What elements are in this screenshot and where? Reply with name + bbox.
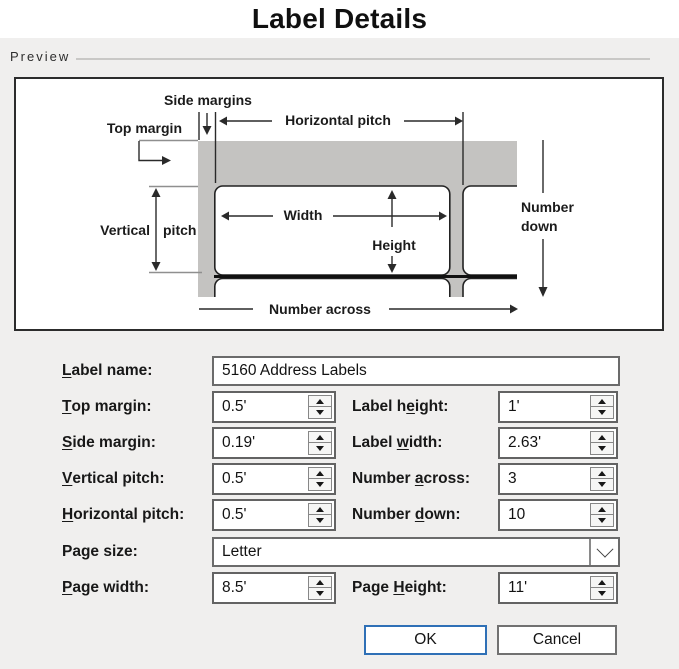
preview-section-divider	[76, 58, 650, 60]
right-arrow-icon	[510, 305, 518, 314]
number-down-field[interactable]	[498, 499, 618, 531]
left-arrow-icon	[219, 117, 227, 126]
vertical-pitch-stepper[interactable]	[308, 467, 332, 491]
side-margins-label: Side margins	[164, 92, 252, 108]
label-width-stepper[interactable]	[590, 431, 614, 455]
vertical-pitch-label-word1: Vertical	[100, 222, 150, 238]
label-name-input[interactable]	[214, 358, 618, 384]
spin-down-icon[interactable]	[309, 407, 331, 418]
spin-down-icon[interactable]	[591, 443, 613, 454]
label-name-label: L abel name:	[62, 362, 153, 379]
spin-up-icon[interactable]	[309, 396, 331, 407]
spin-up-icon[interactable]	[309, 432, 331, 443]
number-across-field[interactable]	[498, 463, 618, 495]
spin-up-icon[interactable]	[309, 504, 331, 515]
number-down-form-label: Number d own:	[352, 506, 461, 523]
label-name-field[interactable]	[212, 356, 620, 386]
dropdown-button[interactable]	[589, 539, 618, 565]
chevron-down-icon	[596, 541, 613, 558]
horizontal-pitch-stepper[interactable]	[308, 503, 332, 527]
spin-up-icon[interactable]	[591, 432, 613, 443]
spin-up-icon[interactable]	[591, 504, 613, 515]
width-label: Width	[283, 207, 323, 223]
label-height-label: Label h e ight:	[352, 398, 449, 415]
number-down-annotation	[521, 140, 574, 297]
label-height-stepper[interactable]	[590, 395, 614, 419]
spin-down-icon[interactable]	[309, 588, 331, 599]
preview-section-label: Preview	[10, 49, 71, 64]
page-size-label: Page size:	[62, 543, 138, 560]
spin-up-icon[interactable]	[591, 577, 613, 588]
spin-up-icon[interactable]	[591, 468, 613, 479]
label-cell-row2-2	[463, 279, 543, 319]
side-margin-form-label: S ide margin:	[62, 434, 156, 451]
cancel-button[interactable]: Cancel	[497, 625, 617, 655]
label-width-label: Label w idth:	[352, 434, 443, 451]
vertical-pitch-label-word2: pitch	[163, 222, 197, 238]
label-width-field[interactable]	[498, 427, 618, 459]
vertical-pitch-form-label: V ertical pitch:	[62, 470, 165, 487]
page-size-selected-value: Letter	[222, 543, 262, 560]
top-margin-label: Top margin	[106, 120, 182, 136]
down-arrow-icon	[152, 262, 161, 271]
page-width-stepper[interactable]	[308, 576, 332, 600]
spin-down-icon[interactable]	[309, 479, 331, 490]
spin-down-icon[interactable]	[591, 515, 613, 526]
spin-up-icon[interactable]	[309, 577, 331, 588]
height-label: Height	[372, 237, 416, 253]
number-across-annotation	[199, 301, 518, 317]
page-width-label: P age width:	[62, 579, 149, 596]
page-height-stepper[interactable]	[590, 576, 614, 600]
spin-up-icon[interactable]	[591, 396, 613, 407]
number-across-label: Number across	[269, 301, 371, 317]
spin-down-icon[interactable]	[309, 443, 331, 454]
vertical-pitch-annotation	[100, 187, 202, 273]
vertical-pitch-field[interactable]	[212, 463, 336, 495]
label-height-field[interactable]	[498, 391, 618, 423]
number-down-stepper[interactable]	[590, 503, 614, 527]
spin-down-icon[interactable]	[591, 407, 613, 418]
number-across-stepper[interactable]	[590, 467, 614, 491]
page-height-field[interactable]	[498, 572, 618, 604]
horizontal-pitch-label: Horizontal pitch	[285, 112, 391, 128]
top-margin-field[interactable]	[212, 391, 336, 423]
number-down-label-line1: Number	[521, 199, 574, 215]
spin-up-icon[interactable]	[309, 468, 331, 479]
spin-down-icon[interactable]	[591, 588, 613, 599]
preview-diagram	[16, 79, 662, 329]
spin-down-icon[interactable]	[309, 515, 331, 526]
side-margin-field[interactable]	[212, 427, 336, 459]
down-arrow-icon	[539, 287, 548, 297]
side-margin-stepper[interactable]	[308, 431, 332, 455]
ok-button[interactable]: OK	[364, 625, 487, 655]
page-size-dropdown[interactable]	[212, 537, 620, 567]
spin-down-icon[interactable]	[591, 479, 613, 490]
label-cell-1	[215, 186, 450, 275]
top-margin-annotation	[107, 120, 198, 165]
top-margin-stepper[interactable]	[308, 395, 332, 419]
page-height-label: Page H eight:	[352, 579, 447, 596]
page-width-field[interactable]	[212, 572, 336, 604]
right-arrow-icon	[455, 117, 463, 126]
preview-panel	[14, 77, 664, 331]
horizontal-pitch-field[interactable]	[212, 499, 336, 531]
number-across-form-label: Number a cross:	[352, 470, 471, 487]
down-arrow-icon	[203, 126, 212, 135]
number-down-label-line2: down	[521, 218, 558, 234]
horizontal-pitch-form-label: H orizontal pitch:	[62, 506, 185, 523]
page-title: Label Details	[251, 3, 428, 34]
right-arrow-icon	[162, 156, 171, 165]
up-arrow-icon	[152, 188, 161, 197]
top-margin-form-label: T op margin:	[62, 398, 152, 415]
